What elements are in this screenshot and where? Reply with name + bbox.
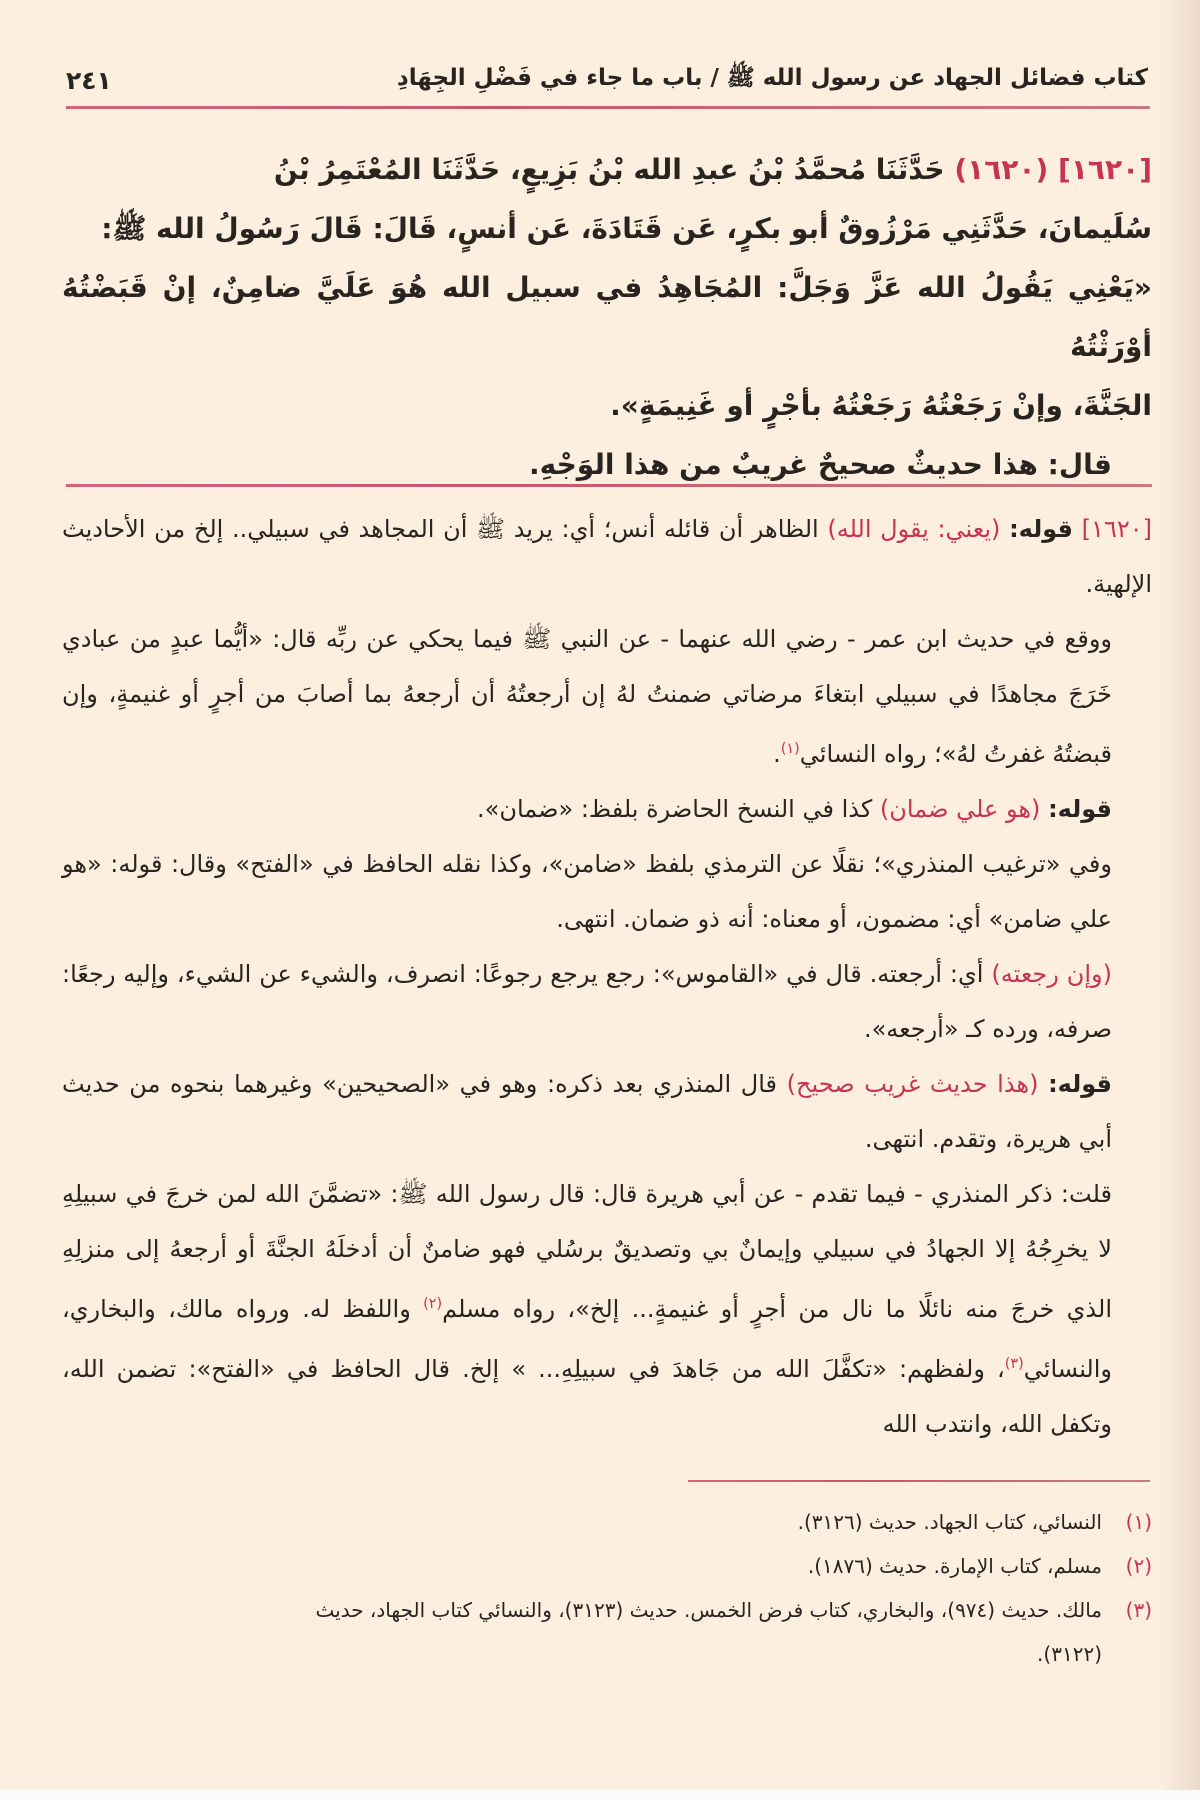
footnote-3: [62, 1588, 1152, 1632]
footnote-rule: [688, 1480, 1150, 1482]
commentary: [62, 502, 1152, 1452]
footnote-text: النسائي، كتاب الجهاد. حديث (٣١٢٦).: [797, 1510, 1102, 1534]
footnote-number: (٢): [1125, 1554, 1152, 1578]
hadith-line-2: سُلَيمانَ، حَدَّثَنِي مَرْزُوقٌ أبو بكرٍ، عَن قَتَادَةَ، عَن أنسٍ، قَالَ: قَالَ رَسُولُ الله ﷺ:: [101, 212, 1152, 245]
commentary-text: ووقع في حديث ابن عمر - رضي الله عنهما - عن النبي ﷺ فيما يحكي عن ربِّه قال: «أيُّما عبدٍ من عبادي خَرَجَ مجاهدًا في سبيلي ابتغاءَ مرضاتي ضمنتُ لهُ إن أرجعتُهُ أن أرجعهُ بما أصابَ من أجرٍ أو غنيمةٍ، وإن قبضتُهُ غفرتُ لهُ»؛ رواه النسائي: [62, 625, 1112, 768]
footnote-2: [62, 1544, 1152, 1588]
hadith-number-paren: (١٦٢٠): [954, 153, 1049, 186]
commentary-text: أي: أرجعته. قال في «القاموس»: رجع يرجع رجوعًا: انصرف، والشيء عن الشيء، وإليه رجعًا: صرفه، ورده كـ «أرجعه».: [62, 960, 1112, 1043]
footnote-3-continuation: (٣١٢٢).: [1037, 1642, 1102, 1666]
commentary-quote: (وإن رجعته): [991, 960, 1112, 988]
footnote-ref-2[interactable]: (٢): [423, 1296, 443, 1312]
commentary-text: كذا في النسخ الحاضرة بلفظ: «ضمان».: [477, 795, 873, 823]
commentary-text: سبيلي.. إلخ من الأحاديث الإلهية.: [62, 515, 1152, 598]
commentary-para-5: [62, 947, 1152, 1057]
commentary-text: الظاهر أن قائله أنس؛ أي: يريد ﷺ أن المجاهد في: [318, 515, 819, 543]
commentary-hadith-number: [١٦٢٠]: [1081, 515, 1152, 543]
hadith-line-4: الجَنَّةَ، وإنْ رَجَعْتُهُ رَجَعْتُهُ بأجْرٍ أو غَنِيمَةٍ».: [610, 389, 1152, 422]
commentary-rule: [66, 484, 1152, 487]
commentary-text: .: [773, 740, 781, 768]
commentary-lead: قوله:: [1009, 515, 1074, 543]
commentary-para-6: [62, 1057, 1152, 1167]
hadith-grading: قال: هذا حديثٌ صحيحٌ غريبٌ من هذا الوَجْهِ.: [529, 448, 1112, 481]
footnote-1: [62, 1500, 1152, 1544]
commentary-lead: قوله:: [1048, 795, 1112, 823]
hadith-text: [62, 140, 1152, 494]
footnote-number: (٣): [1125, 1598, 1152, 1622]
page-bottom-margin: [0, 1790, 1200, 1800]
footnote-ref-1[interactable]: (١): [780, 741, 800, 757]
header-rule: [66, 106, 1150, 109]
commentary-text: قال المنذري بعد ذكره: وهو في «الصحيحين» وغيرهما بنحوه من حديث أبي هريرة، وتقدم. انتهى.: [62, 1070, 1112, 1153]
commentary-para-1: [62, 502, 1152, 612]
commentary-text: ، ولفظهم: «تكفَّلَ الله من جَاهدَ في سبيلِهِ... » إلخ. قال الحافظ في «الفتح»: تضمن الله، وتكفل الله، وانتدب الله: [62, 1355, 1112, 1438]
commentary-quote: (هو علي ضمان): [879, 795, 1041, 823]
footnote-text: مالك. حديث (٩٧٤)، والبخاري، كتاب فرض الخمس. حديث (٣١٢٣)، والنسائي كتاب الجهاد، حديث: [315, 1598, 1102, 1622]
commentary-para-7: [62, 1167, 1152, 1452]
commentary-para-2: [62, 612, 1152, 782]
commentary-text: واللفظ له. ورواه مالك، والبخاري، والنسائي: [62, 1295, 1112, 1383]
page-number: ٢٤١: [66, 65, 112, 95]
footnotes: [62, 1500, 1152, 1676]
hadith-number-bracket: [١٦٢٠]: [1058, 153, 1152, 186]
commentary-lead: قوله:: [1048, 1070, 1113, 1098]
running-title: كتاب فضائل الجهاد عن رسول الله ﷺ / باب ما جاء في فَضْلِ الجِهَادِ: [396, 65, 1148, 91]
running-header: [66, 62, 1148, 98]
commentary-quote: (هذا حديث غريب صحيح): [786, 1070, 1039, 1098]
commentary-text: قلت: ذكر المنذري - فيما تقدم - عن أبي هريرة قال: قال رسول الله ﷺ: «تضمَّنَ الله لمن خرجَ في سبيلِهِ لا يخرِجُهُ إلا الجهادُ في سبيلي وإيمانٌ بي وتصديقٌ برسُلي فهو ضامنٌ أن أدخلَهُ الجنَّةَ أو أرجعهُ إلى منزلِهِ الذي خرجَ منه نائلًا ما نال من أجرٍ أو غنيمةٍ... إلخ»، رواه مسلم: [62, 1180, 1113, 1323]
footnote-ref-3[interactable]: (٣): [1004, 1356, 1024, 1372]
hadith-line-1: [62, 140, 1152, 199]
page-edge-shadow: [1160, 0, 1200, 1800]
commentary-para-3: [62, 782, 1152, 837]
footnote-number: (١): [1125, 1510, 1152, 1534]
commentary-quote: (يعني: يقول الله): [827, 515, 1001, 543]
footnote-text: مسلم، كتاب الإمارة. حديث (١٨٧٦).: [807, 1554, 1102, 1578]
hadith-line-3: «يَعْنِي يَقُولُ الله عَزَّ وَجَلَّ: المُجَاهِدُ في سبيل الله هُوَ عَلَيَّ ضامِنٌ، إنْ قَبَضْتُهُ أوْرَثْتُهُ: [62, 271, 1152, 363]
commentary-para-4: وفي «ترغيب المنذري»؛ نقلًا عن الترمذي بلفظ «ضامن»، وكذا نقله الحافظ في «الفتح» وقال: قوله: «هو علي ضامن» أي: مضمون، أو معناه: أنه ذو ضمان. انتهى.: [62, 850, 1112, 933]
hadith-text-line: حَدَّثَنَا مُحمَّدُ بْنُ عبدِ الله بْنُ بَزِيعٍ، حَدَّثَنَا المُعْتَمِرُ بْنُ: [273, 153, 945, 186]
